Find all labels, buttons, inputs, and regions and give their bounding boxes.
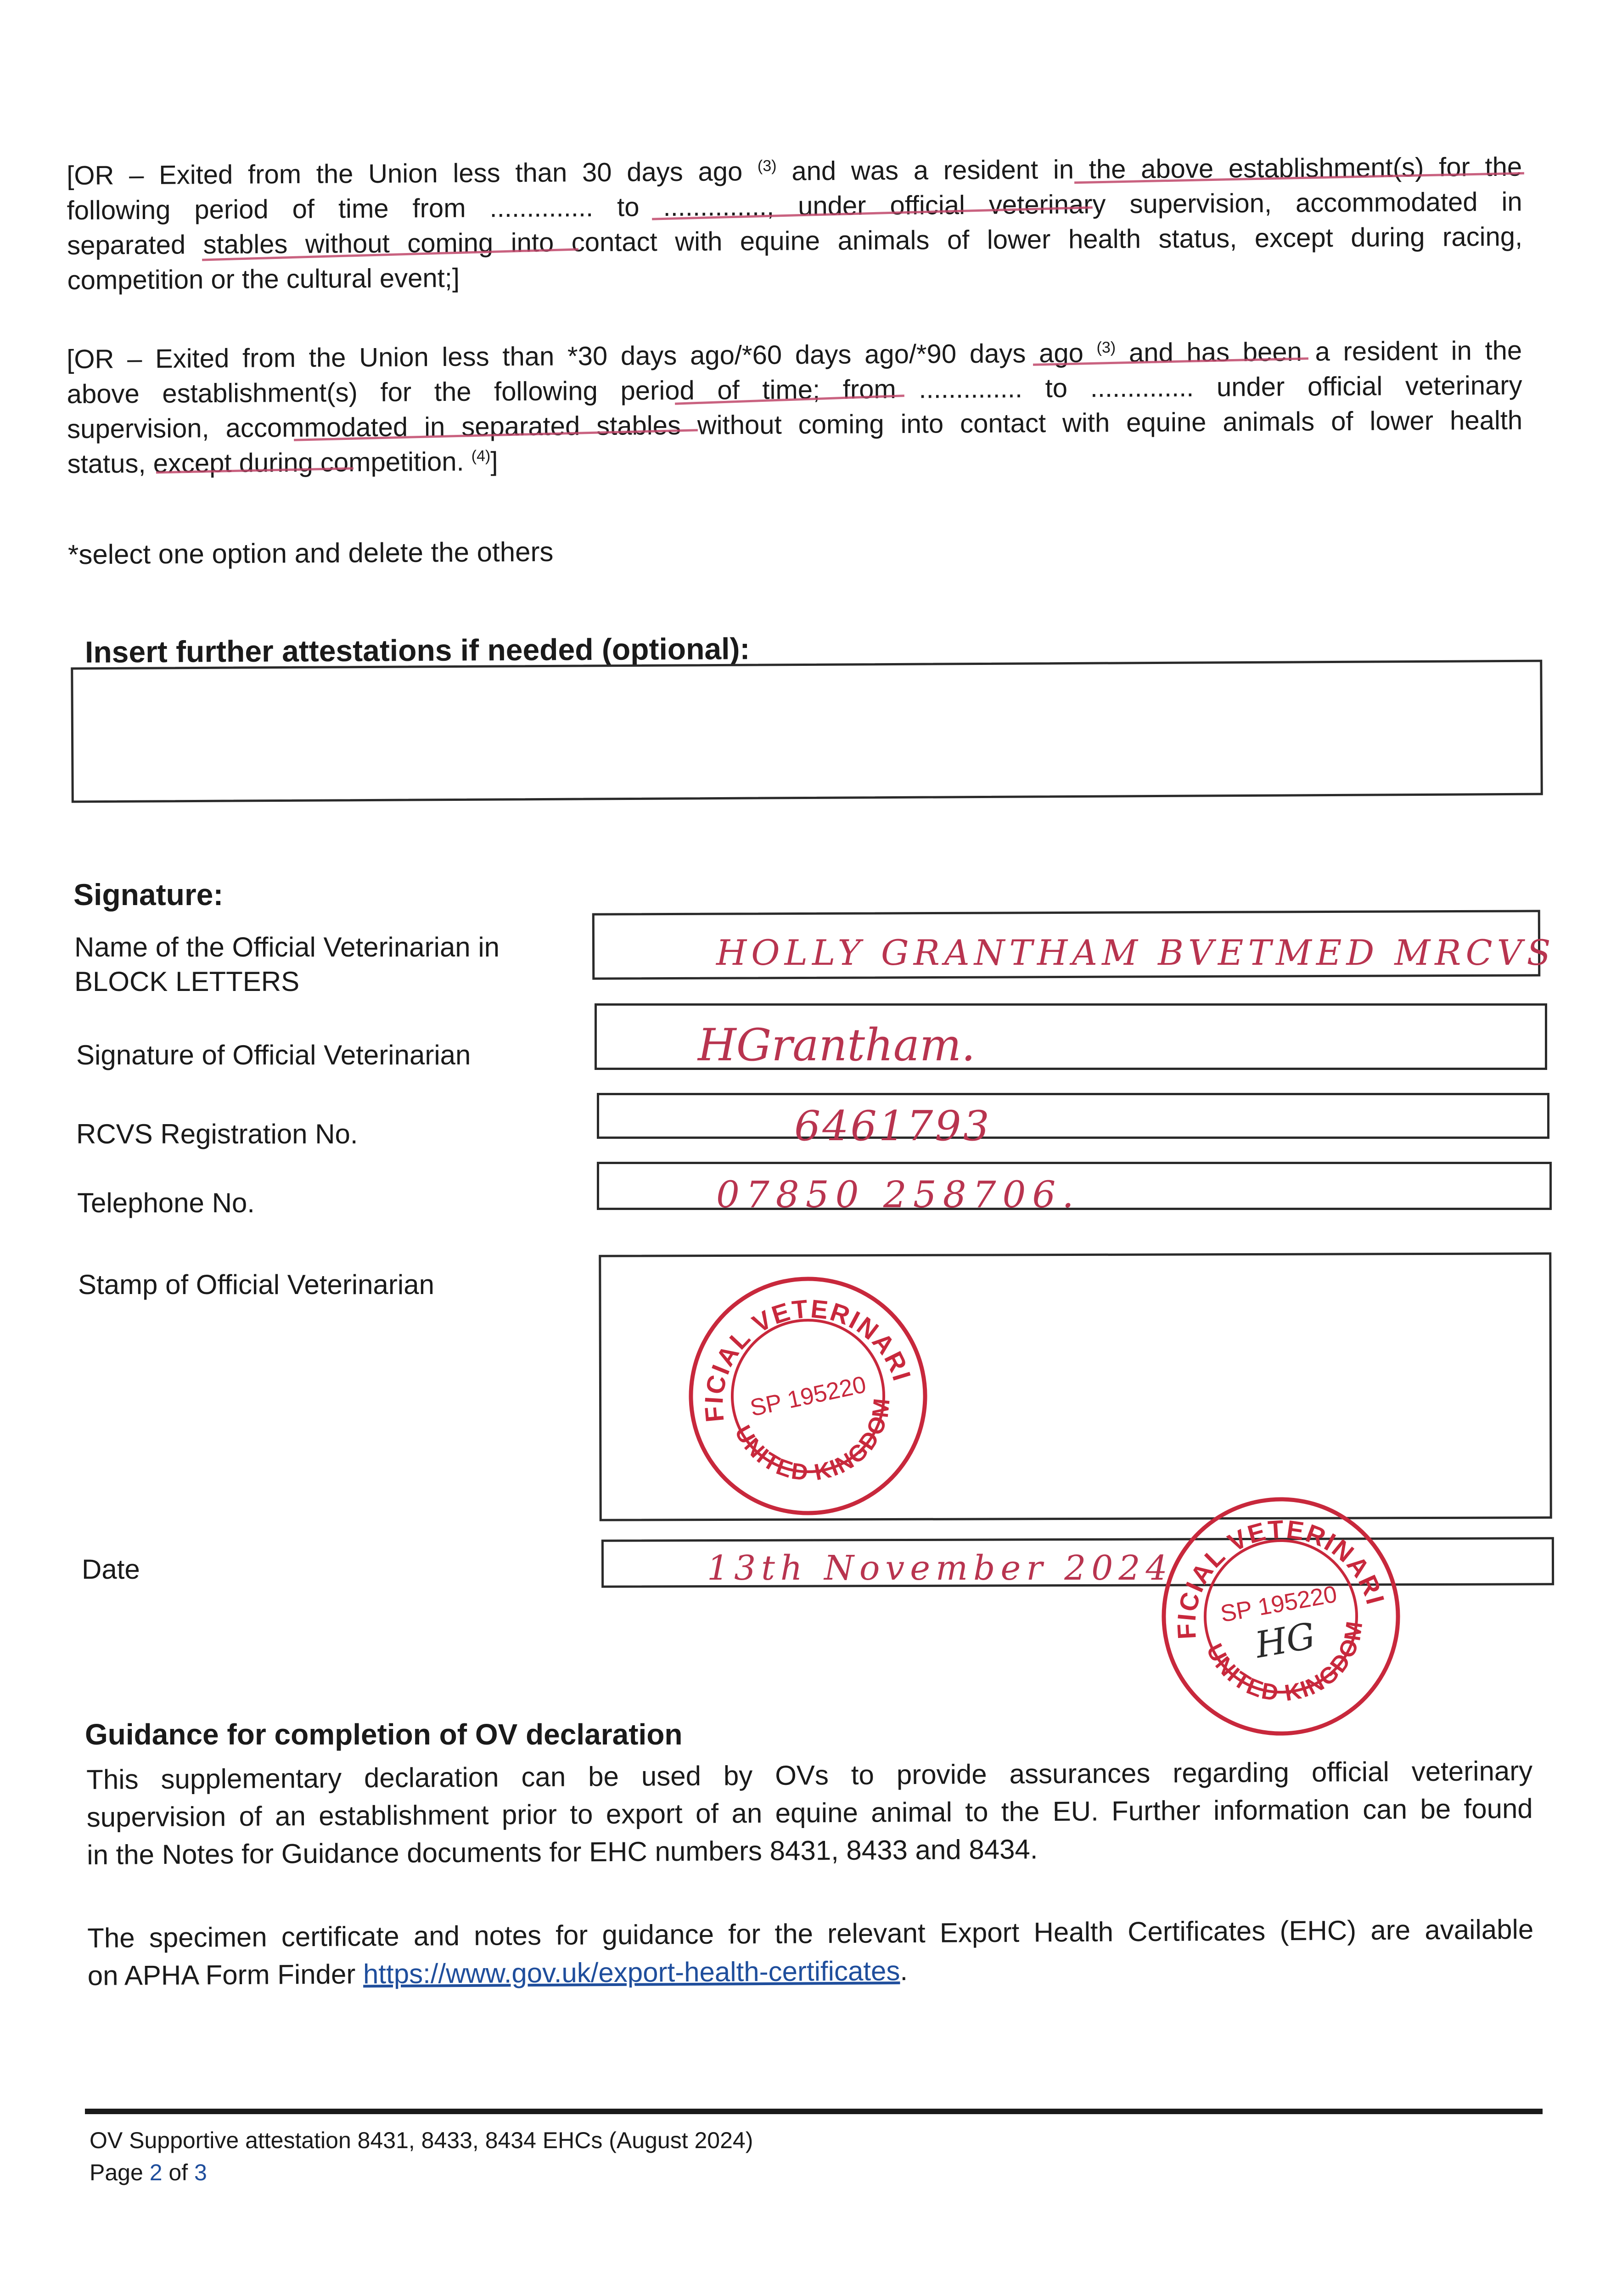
guidance-p1-line-3: in the Notes for Guidance documents for EHC numbers 8431, 8433 and 8434. bbox=[87, 1834, 1038, 1870]
para1-line-4: competition or the cultural event;] bbox=[67, 263, 460, 295]
option-paragraph-2 bbox=[67, 333, 1523, 482]
rcvs-value: 6461793 bbox=[794, 1102, 991, 1150]
para2-line-3: supervision, accommodated in separated stables without coming into contact with equine animals of lower health bbox=[67, 405, 1523, 444]
stamp-bottom-text: UNITED KINGDOM bbox=[730, 1396, 895, 1486]
telephone-value: 07850 258706. bbox=[716, 1173, 1080, 1216]
stamp-id: SP 195220 bbox=[1218, 1581, 1339, 1628]
signature-heading: Signature: bbox=[73, 878, 224, 912]
stamp-initials: HG bbox=[1252, 1615, 1319, 1666]
rcvs-label: RCVS Registration No. bbox=[76, 1119, 358, 1149]
footer-page-number: Page 2 of 3 bbox=[90, 2160, 207, 2185]
name-label-line-1: Name of the Official Veterinarian in bbox=[74, 932, 500, 962]
para1-line-2: following period of time from .............. to .............., under official veterinary supervision, accommodated in bbox=[67, 186, 1522, 225]
export-health-certificates-link[interactable]: https://www.gov.uk/export-health-certificates bbox=[363, 1955, 900, 1990]
guidance-p2-line-2: on APHA Form Finder https://www.gov.uk/export-health-certificates. bbox=[87, 1955, 908, 1991]
rcvs-field[interactable] bbox=[597, 1093, 1549, 1139]
select-note: *select one option and delete the others bbox=[67, 536, 554, 570]
official-veterinarian-stamp bbox=[679, 1267, 937, 1525]
para1-line-3: separated stables without coming into contact with equine animals of lower health status, except during racing, bbox=[67, 221, 1523, 260]
para2-line-4: status, except during competition. $^{(4)}$] bbox=[67, 446, 498, 479]
stamp-top-text: OFFICIAL VETERINARIAN bbox=[1171, 1514, 1391, 1640]
footnote-ref: (4) bbox=[471, 447, 491, 465]
para1-line-1: [OR – Exited from the Union less than 30 days ago $^{(3)}$ and was a resident in the above establishment(s) for the bbox=[67, 152, 1522, 191]
guidance-paragraph-2 bbox=[87, 1911, 1534, 1995]
signature-label: Signature of Official Veterinarian bbox=[76, 1040, 471, 1070]
further-attestations-box[interactable] bbox=[71, 660, 1543, 803]
stamp-label: Stamp of Official Veterinarian bbox=[78, 1269, 434, 1300]
footnote-ref: (3) bbox=[757, 157, 777, 175]
guidance-p1-line-1: This supplementary declaration can be used by OVs to provide assurances regarding official veterinary bbox=[86, 1755, 1533, 1795]
para2-line-2: above establishment(s) for the following period of time; from .............. to .............. under official veterinary bbox=[67, 370, 1522, 409]
date-label: Date bbox=[82, 1554, 140, 1585]
date-value: 13th November 2024 bbox=[707, 1548, 1173, 1588]
stamp-id: SP 195220 bbox=[747, 1371, 869, 1422]
stamp-top-text: OFFICIAL VETERINARIAN bbox=[699, 1294, 917, 1424]
name-label-line-2: BLOCK LETTERS bbox=[74, 966, 300, 997]
telephone-label: Telephone No. bbox=[77, 1187, 255, 1218]
option-paragraph-1 bbox=[67, 150, 1523, 298]
footnote-ref: (3) bbox=[1096, 338, 1116, 356]
further-attestations-heading: Insert further attestations if needed (optional): bbox=[84, 631, 750, 669]
guidance-heading: Guidance for completion of OV declaration bbox=[85, 1718, 683, 1751]
official-veterinarian-stamp-date bbox=[1152, 1488, 1409, 1745]
stamp-bottom-text: UNITED KINGDOM bbox=[1201, 1618, 1368, 1706]
name-value: HOLLY GRANTHAM BVETMED MRCVS bbox=[716, 932, 1555, 973]
para2-line-1: [OR – Exited from the Union less than *30 days ago/*60 days ago/*90 days ago $^{(3)}$ and has been a resident in the bbox=[67, 335, 1522, 374]
guidance-p1-line-2: supervision of an establishment prior to export of an equine animal to the EU. Further information can be found bbox=[86, 1793, 1533, 1833]
footer-rule bbox=[85, 2109, 1543, 2114]
guidance-p2-line-1: The specimen certificate and notes for guidance for the relevant Export Health Certificates (EHC) are available bbox=[87, 1913, 1534, 1953]
footer-title: OV Supportive attestation 8431, 8433, 8434 EHCs (August 2024) bbox=[90, 2127, 753, 2153]
guidance-paragraph-1 bbox=[86, 1752, 1533, 1874]
signature-value: HGrantham. bbox=[698, 1019, 976, 1071]
